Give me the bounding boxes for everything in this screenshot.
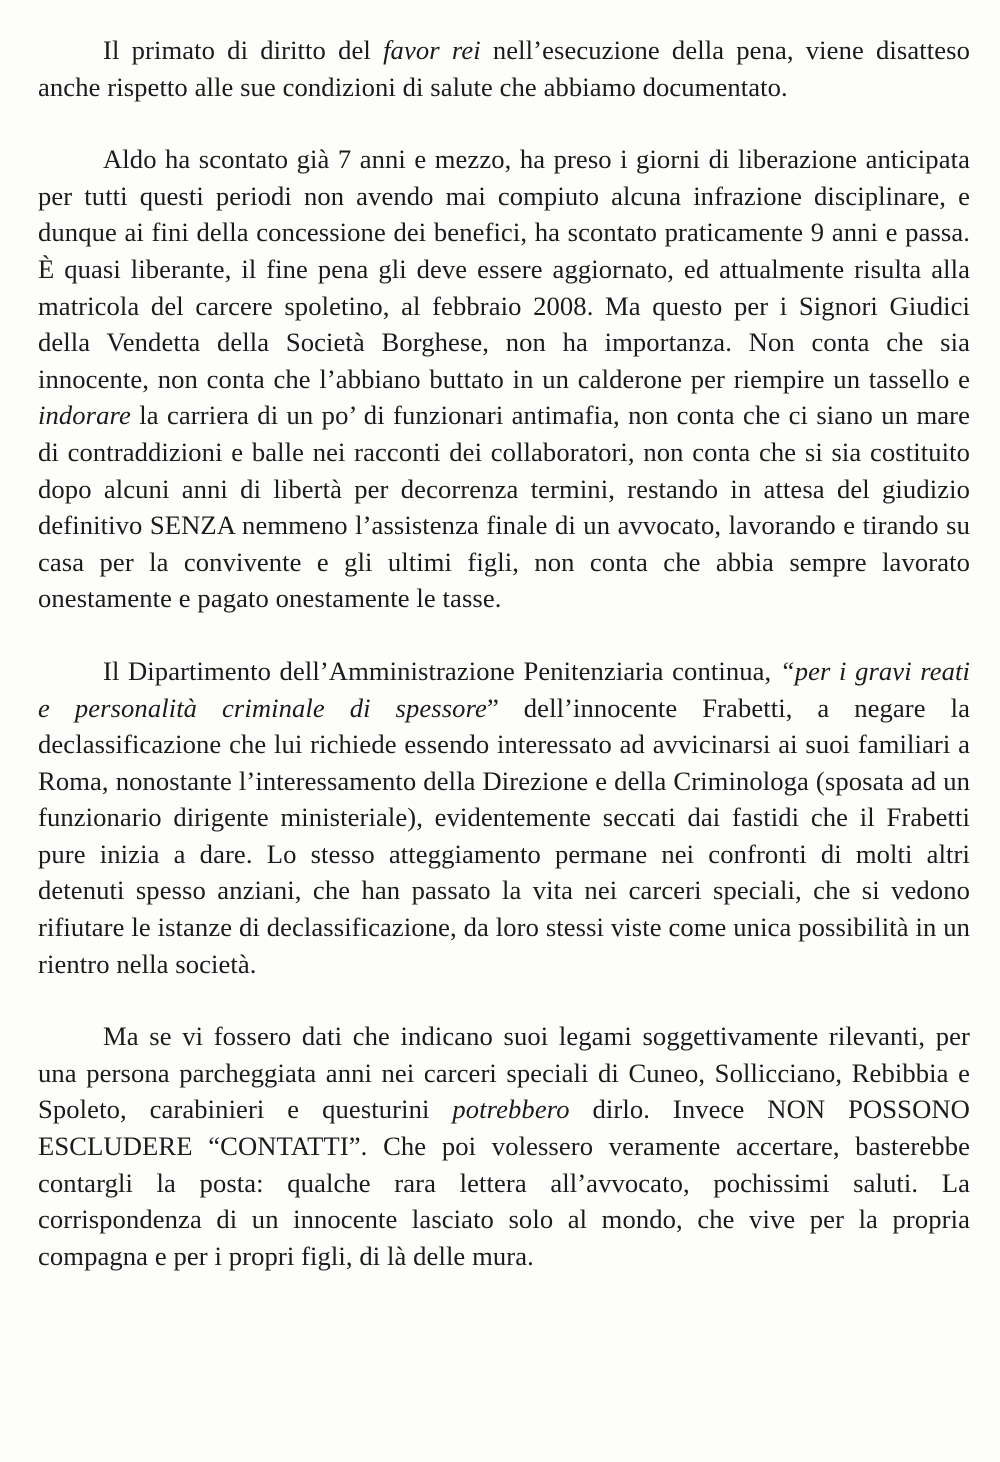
italic-text-segment: potrebbero xyxy=(452,1094,570,1125)
paragraph-dap-declassification xyxy=(38,653,970,982)
text-segment: ” dell’innocente Frabetti, a negare la declassificazione che lui richiede essendo interessato ad avvicinarsi ai suoi familiari a Roma, nonostante l’interessamento della Direzione e della Criminologa (sposata ad un funzionario dirigente ministeriale), evidentemente seccati dai fastidi che il Frabetti pure inizia a dare. Lo stesso atteggiamento permane nei confronti di molti altri detenuti spesso anziani, che han passato la vita nei carceri speciali, che si vedono rifiutare le istanze di declassificazione, da loro stessi viste come unica possibilità in un rientro nella società. xyxy=(38,692,970,979)
italic-text-segment: “per i gravi reati e personalità criminale di spessore xyxy=(38,655,970,723)
paragraph-contacts xyxy=(38,1018,970,1274)
italic-text-segment: favor rei xyxy=(383,35,481,65)
text-segment: Il Dipartimento dell’Amministrazione Penitenziaria continua, xyxy=(103,655,780,686)
text-segment: Aldo ha scontato già 7 anni e mezzo, ha preso i giorni di liberazione anticipata per tutti questi periodi non avendo mai compiuto alcuna infrazione disciplinare, e dunque ai fini della concessione dei benefici, ha scontato praticamente 9 anni e passa. È quasi liberante, il fine pena gli deve essere aggiornato, ed attualmente risulta alla matricola del carcere spoletino, al febbraio 2008. Ma questo per i Signori Giudici della Vendetta della Società Borghese, non ha importanza. Non conta che sia innocente, non conta che l’abbiano buttato in un calderone per riempire un tassello e xyxy=(38,144,970,394)
italic-text-segment: indorare xyxy=(38,400,131,431)
text-segment: Ma se vi fossero dati che indicano suoi legami soggettivamente rilevanti, per una persona parcheggiata anni nei carceri speciali di Cuneo, Sollicciano, Rebibbia e Spoleto, carabinieri e questurini xyxy=(38,1021,970,1125)
text-segment: nell’esecuzione della pena, viene disatteso anche rispetto alle sue condizioni di salute che abbiamo documentato. xyxy=(38,35,970,102)
text-segment: Il primato di diritto del xyxy=(103,35,384,65)
text-segment: la carriera di un po’ di funzionari antimafia, non conta che ci siano un mare di contraddizioni e balle nei racconti dei collaboratori, non conta che si sia costituito dopo alcuni anni di libertà per decorrenza termini, restando in attesa del giudizio definitivo SENZA nemmeno l’assistenza finale di un avvocato, lavorando e tirando su casa per la convivente e gli ultimi figli, non conta che abbia sempre lavorato onestamente e pagato onestamente le tasse. xyxy=(38,400,970,614)
paragraph-aldo-sentence xyxy=(38,141,970,617)
paragraph-favor-rei xyxy=(38,32,970,105)
text-segment: dirlo. Invece NON POSSONO ESCLUDERE “CONTATTI”. Che poi volessero veramente accertare, basterebbe contargli la posta: qualche rara lettera all’avvocato, pochissimi saluti. La corrispondenza di un innocente lasciato solo al mondo, che vive per la propria compagna e per i propri figli, di là delle mura. xyxy=(38,1094,970,1271)
